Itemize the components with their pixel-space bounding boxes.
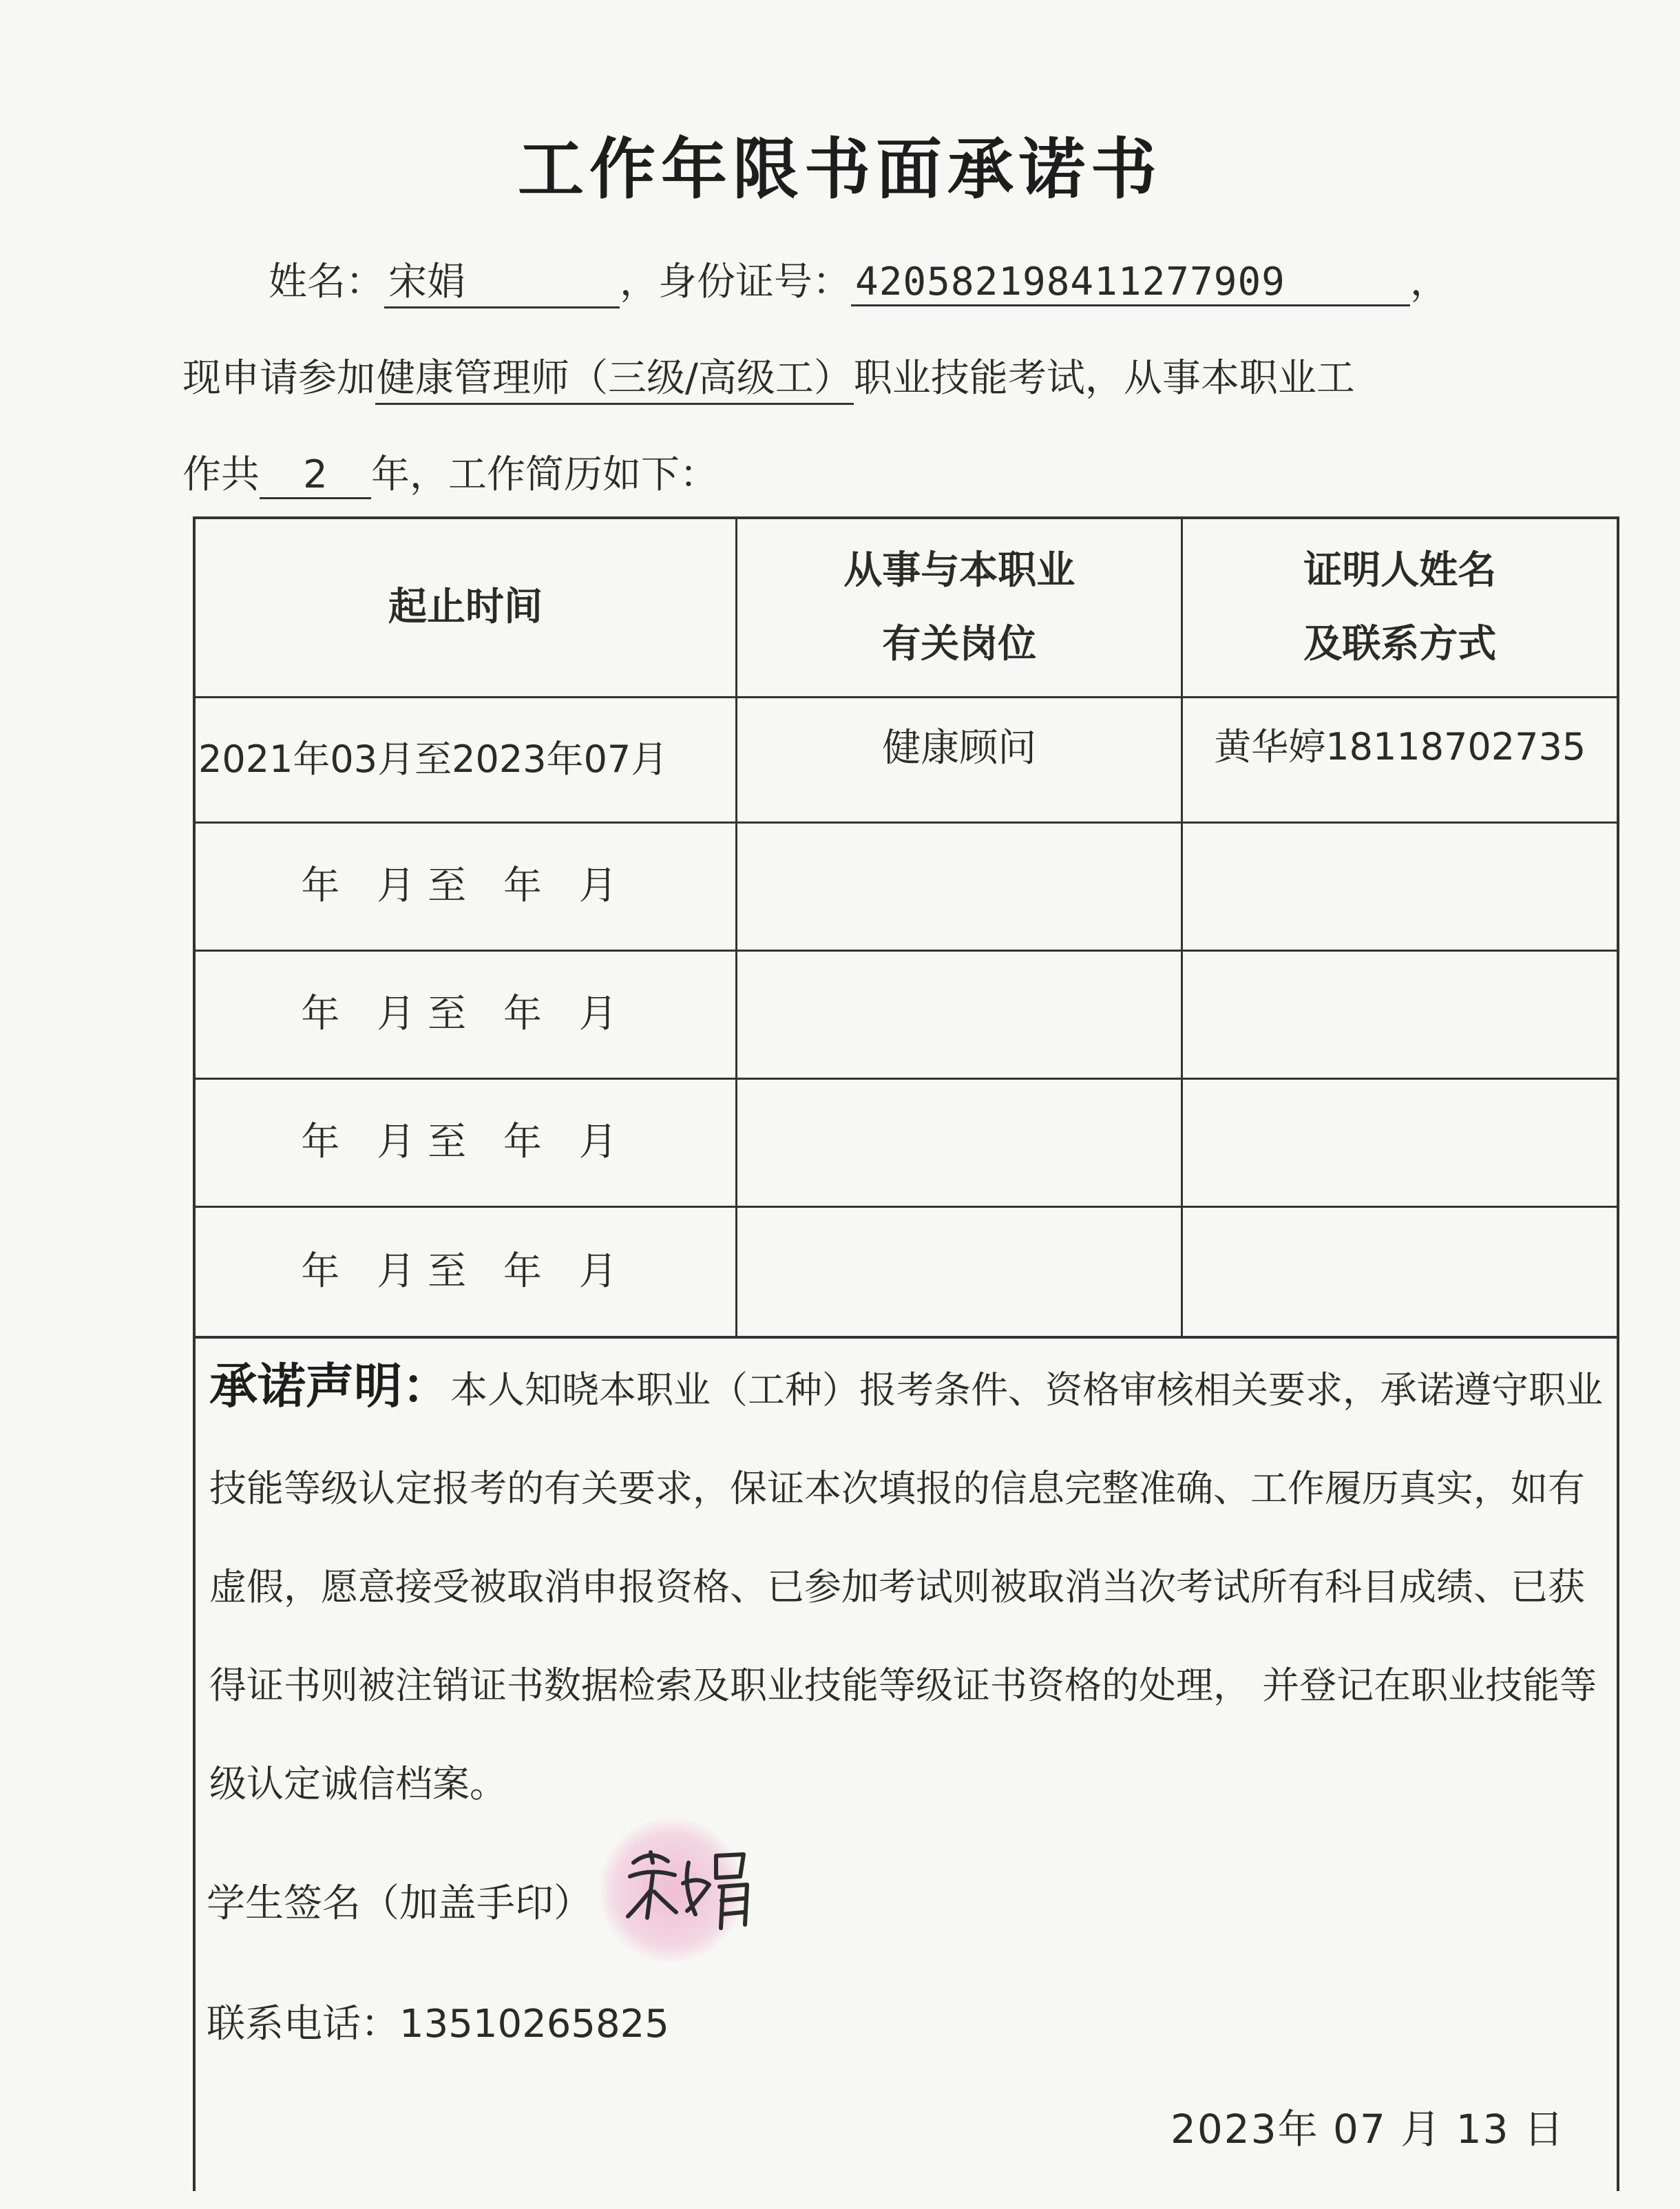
signing-date: 2023年 07 月 13 日: [1170, 2106, 1565, 2153]
table-row: [196, 824, 1617, 952]
signature-label: 学生签名（加盖手印）: [207, 1881, 592, 1926]
apply-occupation: 健康管理师（三级/高级工）: [375, 348, 854, 405]
declaration-heading: 承诺声明：: [209, 1358, 450, 1414]
table-row: [196, 1208, 1617, 1336]
header-position-line1: 从事与本职业: [843, 548, 1075, 594]
position-cell: [737, 1080, 1184, 1206]
header-position: [737, 519, 1184, 696]
period-cell: 年 月至 年 月: [196, 1208, 737, 1336]
document-title: 工作年限书面承诺书: [518, 131, 1162, 208]
period-cell: 年 月至 年 月: [196, 824, 737, 950]
position-cell: [737, 1208, 1184, 1336]
header-period-label: 起止时间: [388, 585, 543, 630]
witness-cell: [1183, 824, 1617, 950]
table-row: [196, 952, 1617, 1080]
name-id-line: [269, 251, 1449, 308]
declaration-body: 本人知晓本职业（工种）报考条件、资格审核相关要求，承诺遵守职业技能等级认定报考的有关要求，保证本次填报的信息完整准确、工作履历真实，如有虚假，愿意接受被取消申报资格、已参加考试则被取消当次考试所有科目成绩、已获得证书则被注销证书数据检索及职业技能等级证书资格的处理， 并登记在职业技能等级认定诚信档案。: [209, 1368, 1603, 1805]
apply-suffix: 职业技能考试，从事本职业工: [853, 356, 1355, 401]
years-prefix: 作共: [182, 452, 260, 497]
years-line: [182, 444, 718, 499]
years-value: 2: [260, 452, 371, 499]
period-cell: 年 月至 年 月: [196, 952, 737, 1078]
id-trail: ，: [1410, 260, 1449, 304]
position-cell: [737, 824, 1184, 950]
table-row: [196, 1080, 1617, 1208]
name-value: 宋娟: [384, 251, 620, 308]
id-label: ，身份证号：: [620, 260, 851, 304]
work-history-table: [193, 516, 1619, 1339]
period-cell: 2021年03月至2023年07月: [196, 698, 737, 821]
handwritten-signature: [620, 1835, 757, 1938]
header-witness: [1183, 519, 1617, 696]
contact-row: [207, 1993, 669, 2049]
table-header-row: [196, 519, 1617, 698]
header-witness-line1: 证明人姓名: [1303, 548, 1497, 594]
witness-cell: [1183, 1208, 1617, 1336]
position-cell: [737, 952, 1184, 1078]
id-number: 420582198411277909: [851, 260, 1410, 306]
header-period: [196, 519, 737, 696]
witness-cell: [1183, 952, 1617, 1078]
period-cell: 年 月至 年 月: [196, 1080, 737, 1206]
contact-label: 联系电话：: [207, 2002, 399, 2046]
position-cell: 健康顾问: [737, 698, 1183, 821]
declaration-text: [209, 1337, 1603, 1833]
witness-cell: 黄华婷18118702735: [1214, 725, 1586, 768]
header-witness-line2: 及联系方式: [1303, 621, 1497, 667]
header-position-line2: 有关岗位: [882, 621, 1037, 667]
declaration-box: [193, 1323, 1619, 2191]
signature-row: [207, 1873, 592, 1928]
table-row: [196, 698, 1617, 824]
contact-phone: 13510265825: [399, 2002, 669, 2046]
years-suffix: 年，工作简历如下：: [371, 452, 718, 497]
name-label: 姓名：: [269, 260, 384, 304]
witness-cell: [1183, 1080, 1617, 1206]
apply-line: [182, 348, 1355, 405]
apply-prefix: 现申请参加: [182, 356, 375, 401]
